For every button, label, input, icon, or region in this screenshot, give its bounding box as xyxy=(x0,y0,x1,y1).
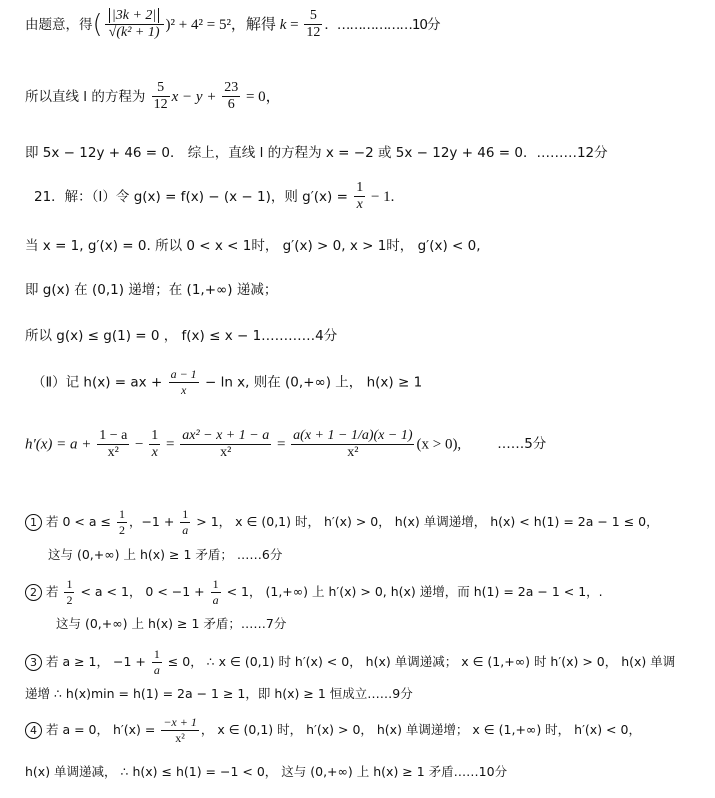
case-4: 4 若 a = 0， h′(x) = $\frac{-x + 1}{\text{x²}}$ ， x ∈ (0,1) 时， h′(x) > 0， h(x) 单调递增； x ∈ (1,+∞) 时， h′(x) < 0， xyxy=(25,716,641,745)
c2-frac-inv-a: $\frac{1}{a}$ xyxy=(212,577,219,607)
line-9: h′(x) = a + $\frac{1 - a}{\text{x²}}$ − $\frac{1}{x}$ = $\frac{\text{ax² − x + 1 − a}}{\text{x²}}$ = $\frac{a(x + 1 - 1/a)(x - 1)}{\text{x²}}$ (x > 0), ……5分 xyxy=(25,428,547,461)
line-4: 21．解：（Ⅰ）令 g(x) = f(x) − (x − 1)，则 g′(x) = $\frac{1}{x}$ − 1. xyxy=(34,180,395,213)
l8-fraction: $\frac{a - 1}{x}$ xyxy=(170,367,197,397)
c1-frac-inv-a: $\frac{1}{a}$ xyxy=(182,507,189,537)
line-7: 所以 g(x) ≤ g(1) = 0 ， f(x) ≤ x − 1…………4分 xyxy=(25,328,338,344)
case-2-mark: 2 xyxy=(25,584,42,601)
case-4-mark: 4 xyxy=(25,722,42,739)
l2-pre: 所以直线 l 的方程为 xyxy=(25,88,150,105)
l1-score: ．………………10分 xyxy=(324,16,440,33)
l9-frac-4: $\frac{a(x + 1 - 1/a)(x - 1)}{\text{x²}}$ xyxy=(293,428,413,461)
l2-post: = 0， xyxy=(242,88,281,105)
l9-frac-3: $\frac{\text{ax² − x + 1 − a}}{\text{x²}}$ xyxy=(182,428,270,461)
l1-k-value: $\frac{5}{12}$ xyxy=(306,8,321,41)
case-1: 1 若 0 < a ≤ $\frac{1}{2}$ ，−1 + $\frac{1}{a}$ > 1， x ∈ (0,1) 时， h′(x) > 0， h(x) 单调递增， h(x) < h(1) = 2a − 1 ≤ 0， xyxy=(25,508,659,537)
l2-frac-a: $\frac{5}{12}$ xyxy=(153,80,168,113)
l1-mid: )² + 4² = 5²，解得 xyxy=(165,16,280,33)
l1-fraction: $\frac{|3k + 2|}{\text{√(k² + 1)}}$ xyxy=(105,8,164,42)
l2-mid: x − y + xyxy=(171,88,221,105)
l9-frac-2: $\frac{1}{x}$ xyxy=(151,428,159,461)
case-3-mark: 3 xyxy=(25,654,42,671)
line-1: 由题意，得( $\frac{|3k + 2|}{\text{√(k² + 1)}}$ )² + 4² = 5²，解得 k = $\frac{5}{12}$ ．………………10分 xyxy=(25,8,440,41)
case-2: 2 若 $\frac{1}{2}$ < a < 1， 0 < −1 + $\frac{1}{a}$ < 1， (1,+∞) 上 h′(x) > 0, h(x) 递增，而 h(1) = 2a − 1 < 1，. xyxy=(25,578,603,607)
c4-fraction: $\frac{-x + 1}{\text{x²}}$ xyxy=(163,715,197,745)
line-3: 即 5x − 12y + 46 = 0． 综上，直线 l 的方程为 x = −2 或 5x − 12y + 46 = 0．………12分 xyxy=(25,145,608,161)
line-5: 当 x = 1, g′(x) = 0. 所以 0 < x < 1时， g′(x) > 0, x > 1时， g′(x) < 0, xyxy=(25,238,481,254)
case-1-line-2: 这与 (0,+∞) 上 h(x) ≥ 1 矛盾； ……6分 xyxy=(48,547,283,562)
l9-score: ……5分 xyxy=(497,436,547,453)
c2-frac-half: $\frac{1}{2}$ xyxy=(66,577,73,607)
case-3-line-2: 递增 ∴ h(x)min = h(1) = 2a − 1 ≥ 1，即 h(x) ≥ 1 恒成立……9分 xyxy=(25,686,413,701)
line-8: （Ⅱ）记 h(x) = ax + $\frac{a - 1}{x}$ − ln x, 则在 (0,+∞) 上， h(x) ≥ 1 xyxy=(32,367,423,397)
case-2-line-2: 这与 (0,+∞) 上 h(x) ≥ 1 矛盾；……7分 xyxy=(56,616,287,631)
case-1-mark: 1 xyxy=(25,514,42,531)
line-2 xyxy=(25,80,281,114)
l2-frac-b: $\frac{23}{6}$ xyxy=(224,80,239,113)
l9-frac-1: $\frac{1 - a}{\text{x²}}$ xyxy=(99,428,128,461)
case-4-line-2: h(x) 单调递减， ∴ h(x) ≤ h(1) = −1 < 0， 这与 (0,+∞) 上 h(x) ≥ 1 矛盾……10分 xyxy=(25,764,508,779)
line-6: 即 g(x) 在 (0,1) 递增；在 (1,+∞) 递减； xyxy=(25,282,278,298)
c1-frac-half: $\frac{1}{2}$ xyxy=(118,507,125,537)
l4-fraction: $\frac{1}{x}$ xyxy=(356,180,364,213)
c3-frac-inv-a: $\frac{1}{a}$ xyxy=(153,647,160,677)
case-3: 3 若 a ≥ 1， −1 + $\frac{1}{a}$ ≤ 0， ∴ x ∈ (0,1) 时 h′(x) < 0， h(x) 单调递减； x ∈ (1,+∞) 时 h′(x) > 0， h(x) 单调 xyxy=(25,648,675,677)
l1-pre: 由题意，得 xyxy=(25,16,93,33)
